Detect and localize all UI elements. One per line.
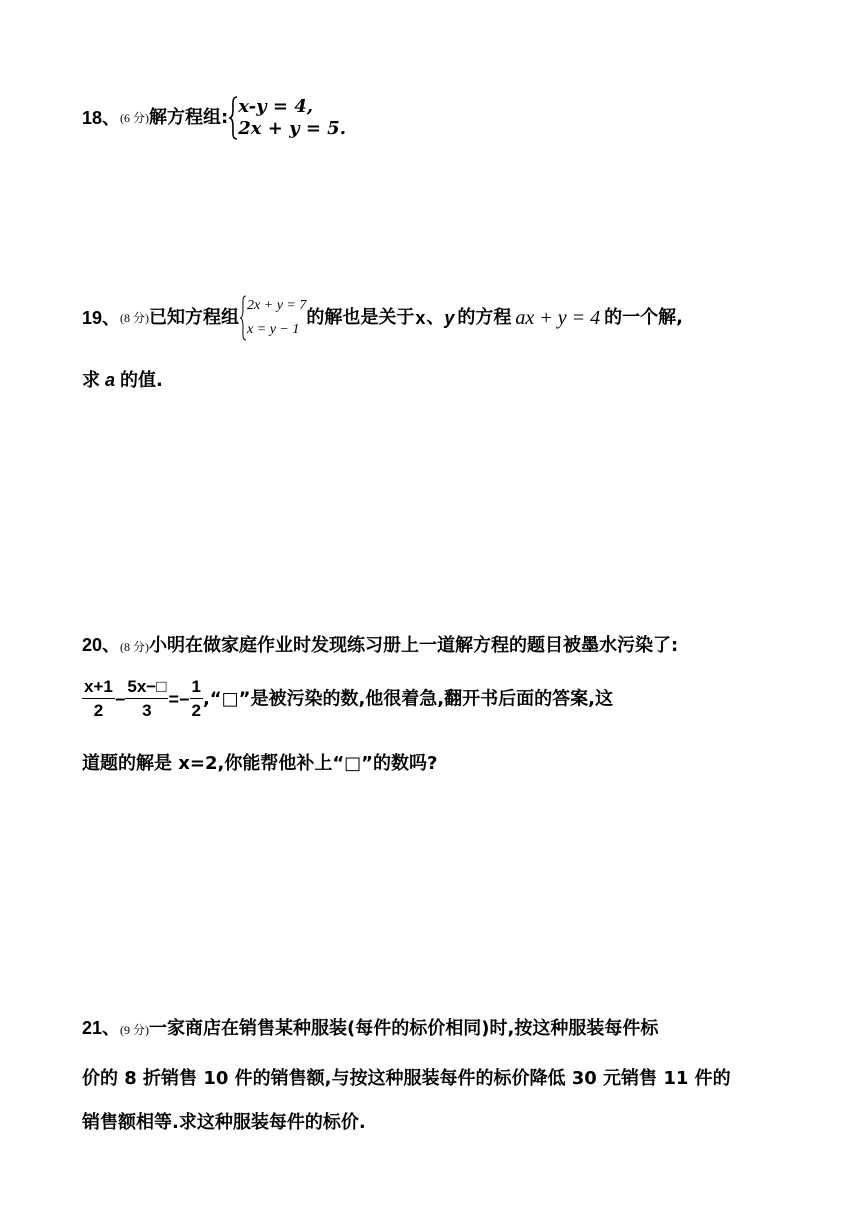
equation-inline: ax + y = 4 <box>515 307 601 329</box>
question-18 <box>82 95 346 141</box>
question-19-line-2 <box>82 366 163 392</box>
fraction <box>125 676 168 723</box>
question-20-line-2 <box>82 676 613 723</box>
score-label: (9 分) <box>120 1023 150 1037</box>
denominator: 3 <box>142 701 152 720</box>
question-19 <box>82 294 683 342</box>
question-number: 18、 <box>82 108 121 128</box>
numerator: x+1 <box>82 676 115 699</box>
question-text: 的值. <box>120 370 163 391</box>
fraction <box>190 676 203 723</box>
separator: 、 <box>426 307 445 328</box>
score-label: (8 分) <box>120 311 150 325</box>
denominator: 2 <box>191 701 201 720</box>
left-brace-icon <box>239 294 247 342</box>
minus-sign: − <box>114 689 126 710</box>
question-text: ,“□”是被污染的数,他很着急,翻开书后面的答案,这 <box>202 688 613 710</box>
variable-x: x <box>415 308 426 328</box>
score-label: (8 分) <box>120 640 150 654</box>
score-label: (6 分) <box>120 111 150 125</box>
equation-line: x-y = 4, <box>238 96 313 117</box>
equation-line: 2x + y = 5. <box>238 118 346 139</box>
question-text: 已知方程组 <box>149 307 240 328</box>
equation-line: x = y − 1 <box>247 322 300 337</box>
equation-system <box>238 96 346 140</box>
variable-a: a <box>105 370 116 390</box>
left-brace-icon <box>228 95 238 141</box>
question-text: 解方程组: <box>149 107 229 128</box>
question-text: 一家商店在销售某种服装(每件的标价相同)时,按这种服装每件标 <box>149 1018 659 1039</box>
question-21-line-2 <box>82 1064 731 1090</box>
denominator: 2 <box>93 701 104 720</box>
question-21 <box>82 1019 658 1038</box>
question-text: 的解也是关于 <box>306 307 415 328</box>
question-text: 道题的解是 x=2,你能帮他补上“□”的数吗? <box>82 753 438 774</box>
question-text: 价的 8 折销售 10 件的销售额,与按这种服装每件的标价降低 30 元销售 11 件的 <box>82 1068 731 1089</box>
numerator: 1 <box>190 676 203 699</box>
equals-sign: =− <box>168 689 190 710</box>
question-number: 21、 <box>82 1018 121 1038</box>
numerator: 5x−□ <box>125 676 168 699</box>
question-text: 求 <box>82 370 100 391</box>
question-20 <box>82 636 678 655</box>
question-number: 19、 <box>82 308 121 328</box>
question-text: 销售额相等.求这种服装每件的标价. <box>82 1112 366 1133</box>
variable-y: y <box>444 308 455 328</box>
fraction <box>82 676 115 723</box>
question-text: 的方程 <box>457 307 512 328</box>
equation-line: 2x + y = 7 <box>247 298 307 313</box>
question-20-line-3 <box>82 749 437 775</box>
question-text: 的一个解, <box>604 307 683 328</box>
equation-system <box>247 294 306 342</box>
question-21-line-3 <box>82 1108 366 1134</box>
question-number: 20、 <box>82 635 121 655</box>
question-text: 小明在做家庭作业时发现练习册上一道解方程的题目被墨水污染了: <box>149 635 679 656</box>
